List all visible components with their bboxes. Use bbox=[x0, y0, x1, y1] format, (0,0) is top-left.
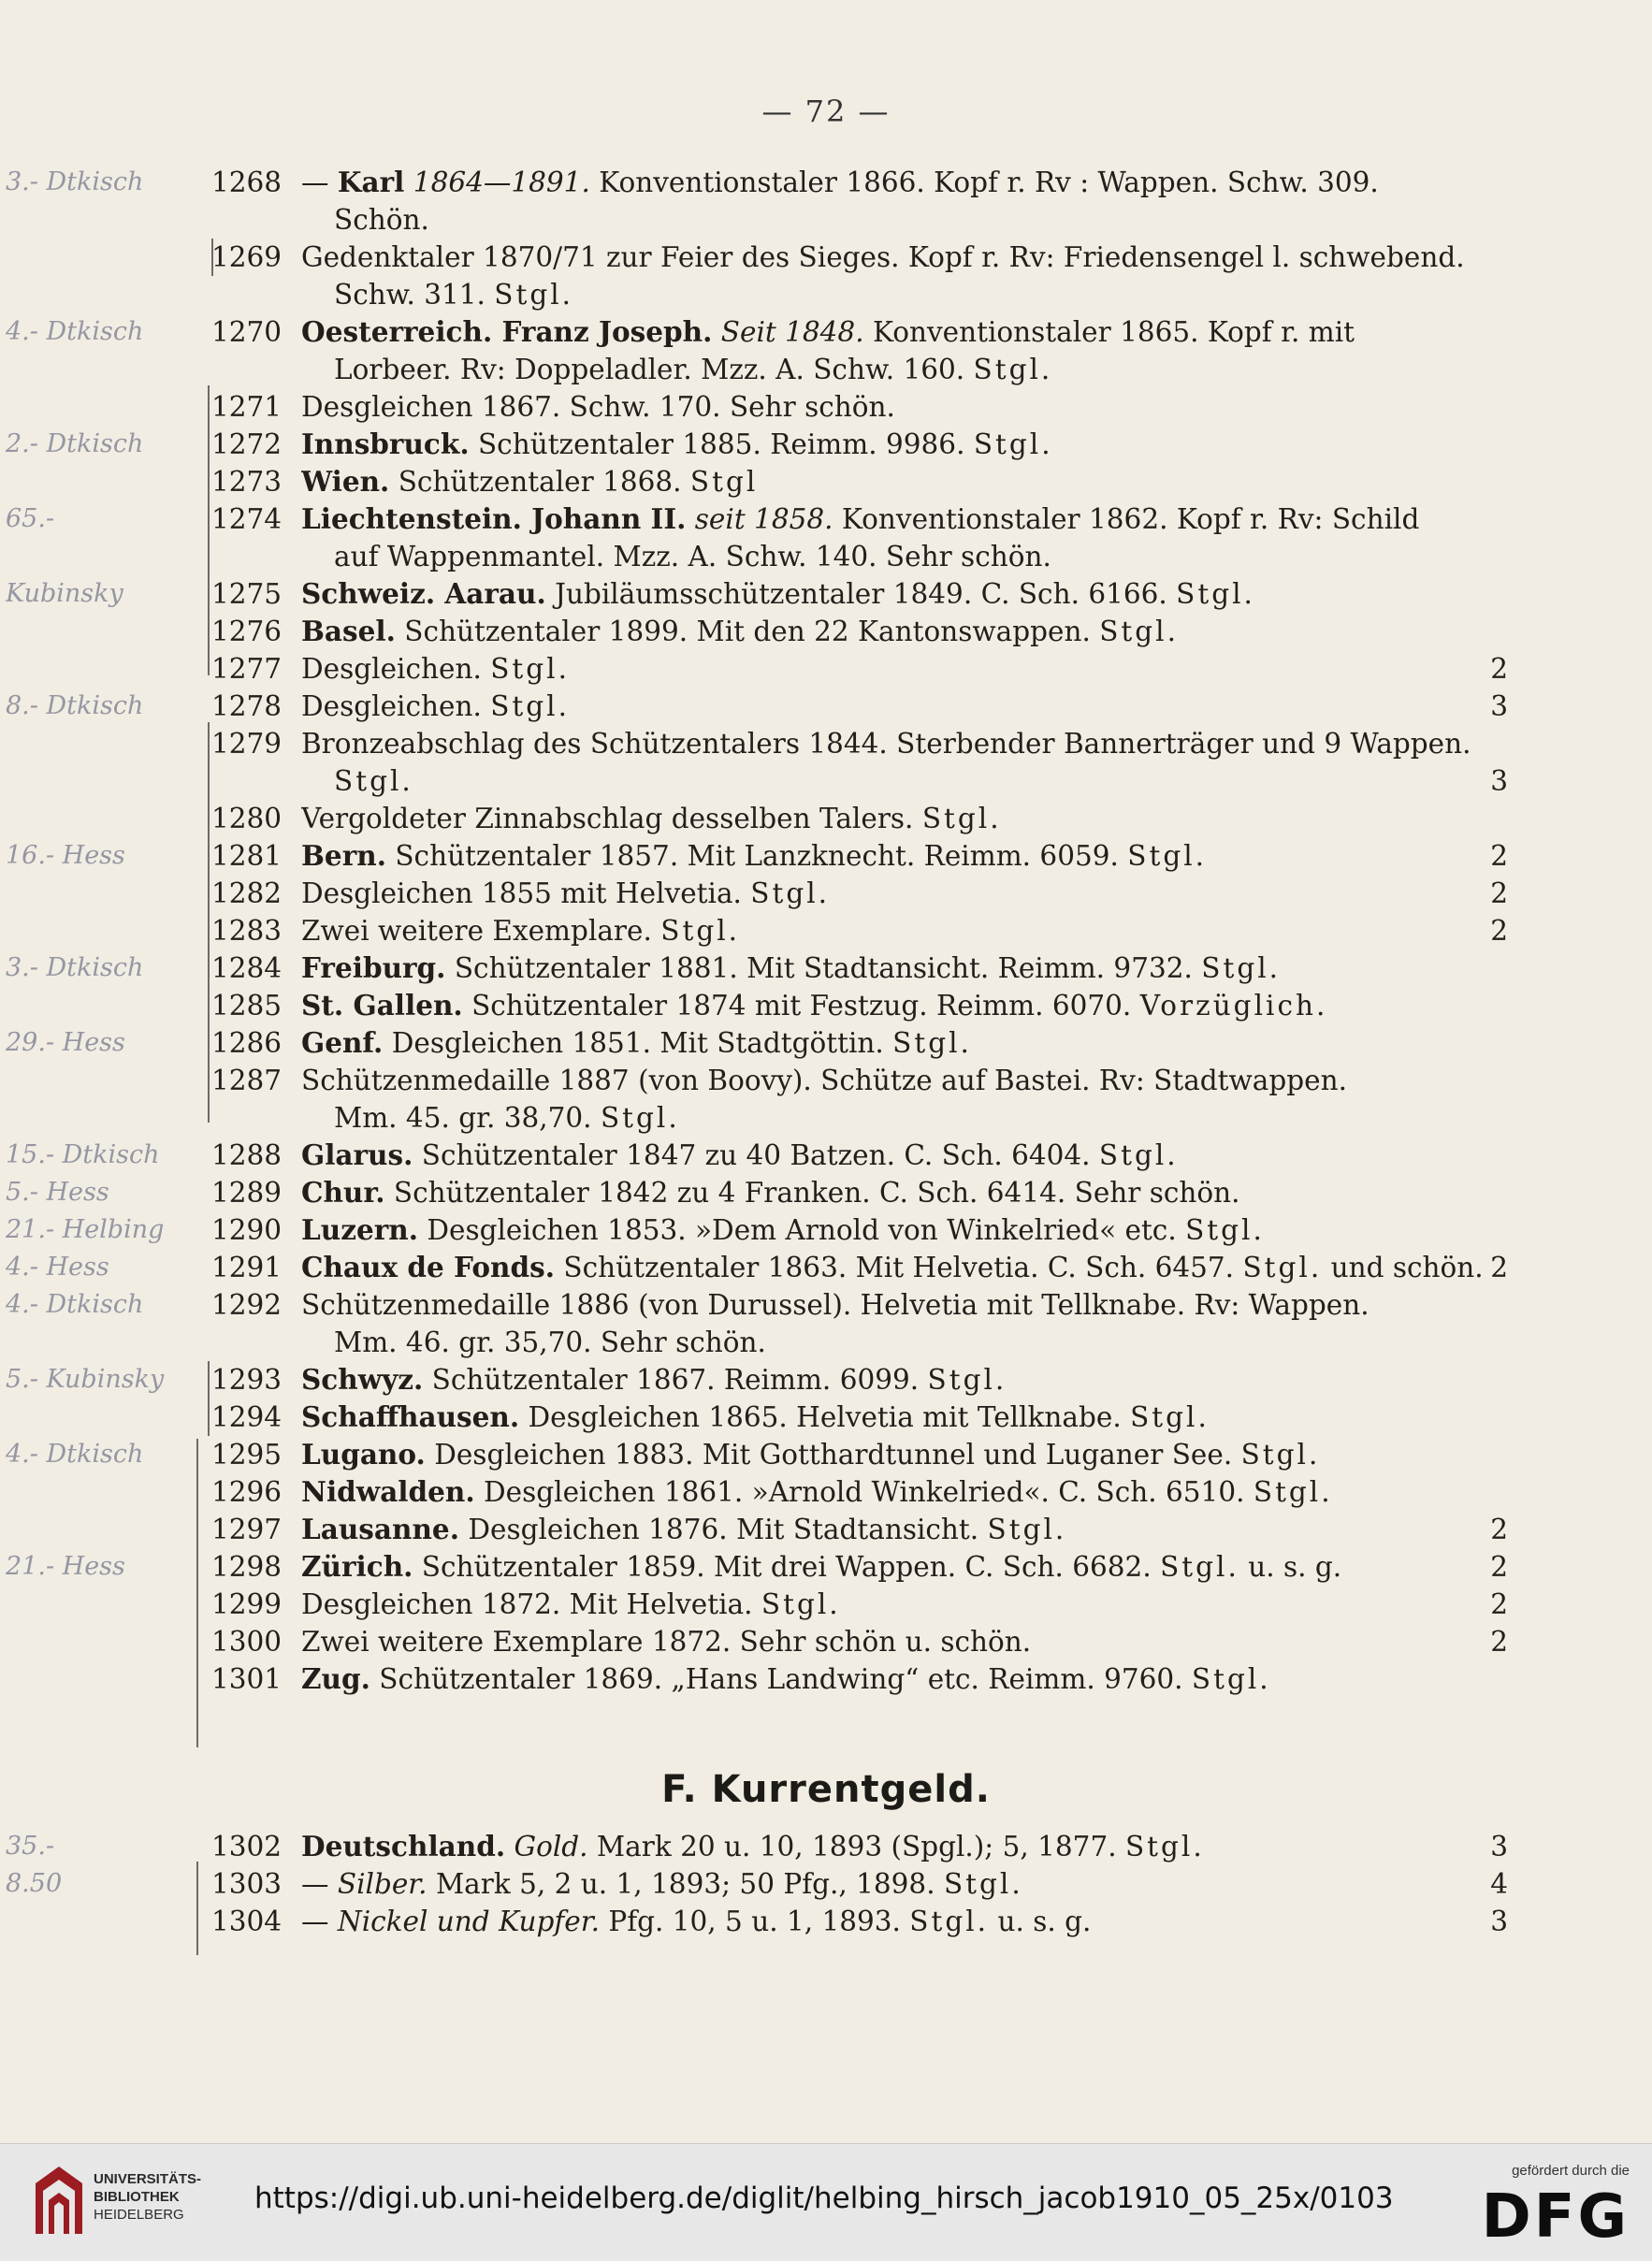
lot-number: 1275 bbox=[211, 578, 283, 610]
lot-number: 1303 bbox=[211, 1868, 283, 1900]
lot-description bbox=[301, 1548, 1341, 1586]
handwritten-annotation: 3.- Dtkisch bbox=[6, 167, 144, 196]
lot-grade: Stgl. bbox=[1124, 1831, 1205, 1862]
lot-description bbox=[301, 1660, 1271, 1698]
lot-description bbox=[301, 1623, 1031, 1660]
lot-number: 1300 bbox=[211, 1626, 283, 1658]
handwritten-annotation: 4.- Dtkisch bbox=[6, 1440, 144, 1469]
lot-text: Schützentaler 1847 zu 40 Batzen. C. Sch. 6404. bbox=[413, 1139, 1099, 1171]
funding-label: gefördert durch die bbox=[1512, 2163, 1630, 2179]
lot-text: Schützentaler 1857. Mit Lanzknecht. Reimm. 6059. bbox=[385, 840, 1128, 872]
lot-text: Desgleichen 1861. »Arnold Winkelried«. C. Sch. 6510. bbox=[474, 1476, 1253, 1508]
lot-grade: Stgl. bbox=[1240, 1439, 1321, 1471]
lot-number: 1285 bbox=[211, 990, 283, 1022]
lot-text: Gedenktaler 1870/71 zur Feier des Sieges. Kopf r. Rv: Friedensengel l. schwebend. bbox=[301, 241, 1465, 273]
library-name-line: UNIVERSITÄTS- bbox=[94, 2171, 202, 2187]
lot-text: Schützentaler 1859. Mit drei Wappen. C. Sch. 6682. bbox=[413, 1551, 1161, 1583]
lot-text: Schützentaler 1874 mit Festzug. Reimm. 6070. bbox=[462, 990, 1140, 1022]
lot-text: — bbox=[301, 167, 338, 198]
lot-text: Vergoldeter Zinnabschlag desselben Talers. bbox=[301, 803, 922, 834]
lot-text: Mm. 46. gr. 35,70. Sehr schön. bbox=[334, 1326, 766, 1358]
catalog-entry bbox=[0, 1249, 1652, 1286]
lot-number: 1273 bbox=[211, 466, 283, 498]
lot-text bbox=[686, 503, 694, 535]
lot-grade: Stgl. bbox=[1098, 1139, 1179, 1171]
library-name-line: BIBLIOTHEK bbox=[94, 2189, 180, 2205]
lot-text: Jubiläumsschützentaler 1849. C. Sch. 6166. bbox=[545, 578, 1177, 610]
lot-number: 1296 bbox=[211, 1476, 283, 1508]
lot-text: Schützentaler 1868. bbox=[389, 466, 690, 498]
lot-text: Desgleichen 1876. Mit Stadtansicht. bbox=[458, 1514, 988, 1545]
lot-quantity: 3 bbox=[1490, 1831, 1508, 1862]
handwritten-annotation: 35.- bbox=[6, 1832, 55, 1861]
catalog-entry bbox=[0, 1660, 1652, 1698]
catalog-entry-continuation bbox=[0, 351, 1652, 388]
catalog-entry bbox=[0, 1361, 1652, 1399]
lot-number: 1277 bbox=[211, 653, 283, 685]
lot-text: u. s. g. bbox=[989, 1906, 1092, 1937]
lot-grade: Stgl. bbox=[927, 1364, 1007, 1396]
lot-number: 1280 bbox=[211, 803, 283, 834]
lot-number: 1289 bbox=[211, 1177, 283, 1209]
lot-text: Schützentaler 1881. Mit Stadtansicht. Reimm. 9732. bbox=[445, 952, 1202, 984]
catalog-entry bbox=[0, 388, 1652, 426]
handwritten-annotation: 4.- Hess bbox=[6, 1253, 109, 1282]
handwritten-annotation: 65.- bbox=[6, 504, 55, 533]
lot-title: Chaux de Fonds. bbox=[301, 1251, 555, 1283]
lot-number: 1291 bbox=[211, 1252, 283, 1283]
lot-text: Mark 5, 2 u. 1, 1893; 50 Pfg., 1898. bbox=[427, 1868, 944, 1900]
lot-text: Zwei weitere Exemplare. bbox=[301, 915, 661, 947]
lot-title: Basel. bbox=[301, 615, 396, 647]
lot-number: 1276 bbox=[211, 616, 283, 647]
lot-text: Bronzeabschlag des Schützentalers 1844. Sterbender Bannerträger und 9 Wappen. bbox=[301, 728, 1471, 760]
catalog-entry bbox=[0, 987, 1652, 1024]
lot-number: 1290 bbox=[211, 1214, 283, 1246]
catalog-entry bbox=[0, 239, 1652, 276]
lot-number: 1278 bbox=[211, 690, 283, 722]
catalog-entry bbox=[0, 912, 1652, 949]
lot-description bbox=[301, 725, 1471, 762]
lot-quantity: 2 bbox=[1490, 1551, 1508, 1583]
lot-text: Schön. bbox=[334, 204, 429, 236]
lot-description bbox=[301, 1361, 1007, 1399]
lot-text: Lorbeer. Rv: Doppeladler. Mzz. A. Schw. 160. bbox=[334, 354, 974, 385]
lot-description bbox=[301, 1137, 1179, 1174]
lot-text: Desgleichen 1867. Schw. 170. Sehr schön. bbox=[301, 391, 895, 423]
catalog-entry-continuation bbox=[0, 1099, 1652, 1137]
lot-description bbox=[301, 1024, 972, 1062]
lot-description bbox=[301, 1828, 1205, 1865]
lot-grade: Vorzüglich. bbox=[1139, 990, 1328, 1022]
lot-period: seit 1858. bbox=[694, 503, 833, 535]
lot-text: Mark 20 u. 10, 1893 (Spgl.); 5, 1877. bbox=[587, 1831, 1125, 1862]
lot-description bbox=[301, 1399, 1210, 1436]
lot-description bbox=[301, 650, 570, 688]
lot-quantity: 2 bbox=[1490, 877, 1508, 909]
lot-grade: Stgl. bbox=[1191, 1663, 1271, 1695]
lot-title: Schweiz. Aarau. bbox=[301, 577, 546, 610]
lot-description bbox=[334, 762, 413, 800]
lot-description bbox=[334, 201, 429, 239]
lot-description bbox=[334, 351, 1052, 388]
lot-description bbox=[301, 1473, 1333, 1511]
handwritten-annotation: 5.- Hess bbox=[6, 1178, 109, 1207]
lot-description bbox=[301, 1211, 1265, 1249]
lot-description bbox=[301, 164, 1379, 201]
lot-text: Konventionstaler 1862. Kopf r. Rv: Schild bbox=[833, 503, 1420, 535]
lot-number: 1269 bbox=[211, 241, 283, 273]
lot-title: Freiburg. bbox=[301, 951, 446, 984]
library-name[interactable] bbox=[94, 2170, 201, 2224]
lot-title: Bern. bbox=[301, 839, 386, 872]
lot-text: u. s. g. bbox=[1239, 1551, 1342, 1583]
lot-title: Nidwalden. bbox=[301, 1475, 475, 1508]
catalog-entry bbox=[0, 800, 1652, 837]
lot-period: Nickel und Kupfer. bbox=[337, 1906, 600, 1937]
lot-description bbox=[301, 613, 1179, 650]
lot-text: Pfg. 10, 5 u. 1, 1893. bbox=[599, 1906, 910, 1937]
handwritten-annotation: 8.50 bbox=[6, 1869, 63, 1898]
lot-grade: Stgl. bbox=[750, 877, 831, 909]
lot-title: Liechtenstein. Johann II. bbox=[301, 502, 687, 535]
viewer-footer bbox=[0, 2143, 1652, 2261]
lot-grade: Stgl. bbox=[660, 915, 741, 947]
lot-number: 1274 bbox=[211, 503, 283, 535]
handwritten-annotation: 16.- Hess bbox=[6, 841, 125, 870]
lot-description bbox=[301, 949, 1281, 987]
lot-number: 1294 bbox=[211, 1401, 283, 1433]
handwritten-annotation: 4.- Dtkisch bbox=[6, 317, 144, 346]
lot-text bbox=[404, 167, 413, 198]
lot-number: 1287 bbox=[211, 1065, 283, 1096]
lot-title: Wien. bbox=[301, 465, 390, 498]
lot-quantity: 2 bbox=[1490, 915, 1508, 947]
catalog-entry bbox=[0, 725, 1652, 762]
catalog-entry-continuation bbox=[0, 538, 1652, 575]
handwritten-annotation: 15.- Dtkisch bbox=[6, 1140, 160, 1169]
lot-title: Lugano. bbox=[301, 1438, 426, 1471]
lot-quantity: 3 bbox=[1490, 1906, 1508, 1937]
page-number: — 72 — bbox=[761, 94, 891, 129]
lot-description bbox=[301, 1286, 1369, 1324]
lot-quantity: 2 bbox=[1490, 840, 1508, 872]
lot-grade: Stgl. bbox=[1160, 1551, 1239, 1583]
lot-description bbox=[301, 575, 1255, 613]
lot-number: 1268 bbox=[211, 167, 283, 198]
lot-description bbox=[301, 1903, 1091, 1940]
catalog-entry bbox=[0, 463, 1652, 500]
lot-text: Schw. 311. bbox=[334, 279, 495, 311]
lot-quantity: 4 bbox=[1490, 1868, 1508, 1900]
lot-text: Zwei weitere Exemplare 1872. Sehr schön u. schön. bbox=[301, 1626, 1032, 1658]
lot-grade: Stgl. bbox=[1130, 1401, 1210, 1433]
lot-title: Luzern. bbox=[301, 1213, 418, 1246]
handwritten-annotation: 3.- Dtkisch bbox=[6, 953, 144, 982]
lot-description bbox=[301, 875, 830, 912]
lot-description bbox=[301, 1511, 1066, 1548]
lot-text: auf Wappenmantel. Mzz. A. Schw. 140. Sehr schön. bbox=[334, 541, 1051, 572]
catalog-entry-continuation bbox=[0, 762, 1652, 800]
catalog-entry bbox=[0, 1211, 1652, 1249]
lot-text: — bbox=[301, 1868, 338, 1900]
lot-text: — bbox=[301, 1906, 338, 1937]
catalog-entry bbox=[0, 875, 1652, 912]
catalog-entry bbox=[0, 1586, 1652, 1623]
lot-text: Schützentaler 1867. Reimm. 6099. bbox=[423, 1364, 928, 1396]
lot-description bbox=[301, 1436, 1320, 1473]
lot-number: 1304 bbox=[211, 1906, 283, 1937]
lot-number: 1297 bbox=[211, 1514, 283, 1545]
lot-number: 1271 bbox=[211, 391, 283, 423]
lot-description bbox=[301, 800, 1002, 837]
lot-description bbox=[301, 1062, 1347, 1099]
lot-grade: Stgl. bbox=[973, 428, 1053, 460]
lot-description bbox=[301, 388, 895, 426]
lot-grade: Stgl. bbox=[761, 1588, 841, 1620]
catalog-entry bbox=[0, 688, 1652, 725]
catalog-entry bbox=[0, 1511, 1652, 1548]
lot-grade: Stgl. bbox=[892, 1027, 972, 1059]
lot-text bbox=[712, 316, 720, 348]
catalog-entry-continuation bbox=[0, 201, 1652, 239]
lot-text: Desgleichen 1865. Helvetia mit Tellknabe. bbox=[519, 1401, 1131, 1433]
lot-description bbox=[301, 1174, 1240, 1211]
catalog-entry bbox=[0, 650, 1652, 688]
lot-text: Desgleichen 1851. Mit Stadtgöttin. bbox=[383, 1027, 893, 1059]
lot-description bbox=[301, 987, 1327, 1024]
lot-title: Deutschland. bbox=[301, 1830, 506, 1862]
lot-number: 1295 bbox=[211, 1439, 283, 1471]
lot-description bbox=[301, 1586, 841, 1623]
lot-title: Innsbruck. bbox=[301, 428, 470, 460]
lot-grade: Stgl bbox=[689, 466, 759, 498]
lot-title: Chur. bbox=[301, 1176, 385, 1209]
catalog-entry bbox=[0, 837, 1652, 875]
catalog-entry bbox=[0, 1548, 1652, 1586]
lot-title: Lausanne. bbox=[301, 1513, 459, 1545]
handwritten-annotation: 21.- Helbing bbox=[6, 1215, 165, 1244]
lot-text: Schützenmedaille 1887 (von Boovy). Schütze auf Bastei. Rv: Stadtwappen. bbox=[301, 1065, 1347, 1096]
catalog-entry-continuation bbox=[0, 1324, 1652, 1361]
catalog-entry bbox=[0, 1828, 1652, 1865]
lot-number: 1298 bbox=[211, 1551, 283, 1583]
lot-description bbox=[334, 538, 1051, 575]
catalog-entry bbox=[0, 1399, 1652, 1436]
catalog-entry bbox=[0, 1024, 1652, 1062]
lot-grade: Stgl. bbox=[1176, 578, 1255, 610]
lot-text: Konventionstaler 1866. Kopf r. Rv : Wappen. Schw. 309. bbox=[589, 167, 1379, 198]
lot-title: Zürich. bbox=[301, 1550, 413, 1583]
lot-text: Konventionstaler 1865. Kopf r. mit bbox=[863, 316, 1355, 348]
section-heading: F. Kurrentgeld. bbox=[661, 1768, 991, 1811]
lot-description bbox=[301, 1865, 1023, 1903]
lot-text: Desgleichen 1883. Mit Gotthardtunnel und Luganer See. bbox=[425, 1439, 1241, 1471]
lot-number: 1279 bbox=[211, 728, 283, 760]
lot-period: 1864—1891. bbox=[413, 167, 590, 198]
lot-grade: Stgl. bbox=[987, 1514, 1067, 1545]
university-library-logo-icon[interactable] bbox=[30, 2163, 88, 2238]
lot-text: Desgleichen. bbox=[301, 690, 491, 722]
lot-number: 1301 bbox=[211, 1663, 283, 1695]
lot-description bbox=[334, 1099, 680, 1137]
handwritten-annotation: 8.- Dtkisch bbox=[6, 691, 144, 720]
catalog-entry bbox=[0, 1623, 1652, 1660]
lot-text: Desgleichen. bbox=[301, 653, 491, 685]
lot-number: 1284 bbox=[211, 952, 283, 984]
lot-quantity: 2 bbox=[1490, 1252, 1508, 1283]
catalog-entry-continuation bbox=[0, 276, 1652, 313]
lot-title: Glarus. bbox=[301, 1138, 413, 1171]
lot-grade: Stgl. bbox=[943, 1868, 1023, 1900]
lot-quantity: 3 bbox=[1490, 690, 1508, 722]
lot-title: Genf. bbox=[301, 1026, 384, 1059]
lot-period: Silber. bbox=[337, 1868, 427, 1900]
lot-number: 1286 bbox=[211, 1027, 283, 1059]
lot-quantity: 3 bbox=[1490, 765, 1508, 797]
lot-quantity: 2 bbox=[1490, 1514, 1508, 1545]
lot-grade: Stgl. bbox=[334, 765, 413, 797]
lot-description bbox=[301, 1249, 1484, 1286]
lot-period: Gold. bbox=[514, 1831, 588, 1862]
catalog-entry bbox=[0, 1473, 1652, 1511]
lot-grade: Stgl. bbox=[1201, 952, 1282, 984]
lot-title: Karl bbox=[337, 166, 405, 198]
lot-description bbox=[334, 276, 573, 313]
lot-description bbox=[301, 426, 1053, 463]
catalog-entry bbox=[0, 575, 1652, 613]
handwritten-annotation: 21.- Hess bbox=[6, 1552, 125, 1581]
catalog-entry bbox=[0, 1286, 1652, 1324]
lot-number: 1292 bbox=[211, 1289, 283, 1321]
lot-text bbox=[505, 1831, 514, 1862]
lot-title: Schaffhausen. bbox=[301, 1400, 520, 1433]
lot-number: 1299 bbox=[211, 1588, 283, 1620]
lot-description bbox=[301, 313, 1355, 351]
lot-quantity: 2 bbox=[1490, 1626, 1508, 1658]
lot-description bbox=[301, 500, 1419, 538]
lot-title: Zug. bbox=[301, 1662, 370, 1695]
catalog-entry bbox=[0, 949, 1652, 987]
lot-grade: Stgl. bbox=[1099, 616, 1179, 647]
lot-grade: Stgl. bbox=[1253, 1476, 1333, 1508]
lot-description bbox=[301, 912, 740, 949]
lot-number: 1282 bbox=[211, 877, 283, 909]
catalog-entry bbox=[0, 164, 1652, 201]
lot-number: 1288 bbox=[211, 1139, 283, 1171]
catalog-entry bbox=[0, 313, 1652, 351]
lot-quantity: 2 bbox=[1490, 1588, 1508, 1620]
catalog-entry bbox=[0, 613, 1652, 650]
lot-title: St. Gallen. bbox=[301, 989, 463, 1022]
lot-title: Oesterreich. Franz Joseph. bbox=[301, 315, 713, 348]
catalog-entry bbox=[0, 426, 1652, 463]
lot-text: Desgleichen 1853. »Dem Arnold von Winkelried« etc. bbox=[417, 1214, 1186, 1246]
catalog-entry bbox=[0, 500, 1652, 538]
lot-description bbox=[301, 239, 1465, 276]
lot-description bbox=[301, 688, 570, 725]
catalog-entry bbox=[0, 1137, 1652, 1174]
lot-text: Schützentaler 1863. Mit Helvetia. C. Sch. 6457. bbox=[554, 1252, 1243, 1283]
lot-description bbox=[301, 463, 758, 500]
lot-grade: Stgl. bbox=[921, 803, 1002, 834]
lot-description bbox=[301, 837, 1207, 875]
lot-grade: Stgl. bbox=[909, 1906, 990, 1937]
lot-text: Schützentaler 1885. Reimm. 9986. bbox=[469, 428, 974, 460]
lot-grade: Stgl. bbox=[1242, 1252, 1323, 1283]
lot-text: Desgleichen 1872. Mit Helvetia. bbox=[301, 1588, 761, 1620]
lot-number: 1272 bbox=[211, 428, 283, 460]
handwritten-annotation: 29.- Hess bbox=[6, 1028, 125, 1057]
lot-number: 1293 bbox=[211, 1364, 283, 1396]
lot-text: Mm. 45. gr. 38,70. bbox=[334, 1102, 601, 1134]
catalog-entry bbox=[0, 1903, 1652, 1940]
lot-text: Schützentaler 1842 zu 4 Franken. C. Sch. 6414. Sehr schön. bbox=[384, 1177, 1240, 1209]
handwritten-annotation: 4.- Dtkisch bbox=[6, 1290, 144, 1319]
lot-title: Schwyz. bbox=[301, 1363, 424, 1396]
lot-number: 1270 bbox=[211, 316, 283, 348]
handwritten-annotation: Kubinsky bbox=[6, 579, 123, 608]
lot-text: Schützentaler 1869. „Hans Landwing“ etc. Reimm. 9760. bbox=[370, 1663, 1192, 1695]
lot-text: und schön. bbox=[1322, 1252, 1484, 1283]
lot-grade: Stgl. bbox=[490, 690, 570, 722]
lot-number: 1283 bbox=[211, 915, 283, 947]
handwritten-annotation: 5.- Kubinsky bbox=[6, 1365, 165, 1394]
lot-number: 1281 bbox=[211, 840, 283, 872]
lot-text: Desgleichen 1855 mit Helvetia. bbox=[301, 877, 751, 909]
catalog-entry bbox=[0, 1174, 1652, 1211]
lot-grade: Stgl. bbox=[494, 279, 574, 311]
catalog-entry bbox=[0, 1436, 1652, 1473]
handwritten-annotation: 2.- Dtkisch bbox=[6, 429, 144, 458]
page-url-link[interactable]: https://digi.ub.uni-heidelberg.de/diglit/helbing_hirsch_jacob1910_05_25x/0103 bbox=[254, 2181, 1394, 2215]
lot-grade: Stgl. bbox=[490, 653, 570, 685]
lot-period: Seit 1848. bbox=[720, 316, 864, 348]
dfg-logo[interactable]: DFG bbox=[1481, 2182, 1630, 2252]
lot-quantity: 2 bbox=[1490, 653, 1508, 685]
lot-number: 1302 bbox=[211, 1831, 283, 1862]
lot-text: Schützentaler 1899. Mit den 22 Kantonswappen. bbox=[395, 616, 1100, 647]
catalog-entry bbox=[0, 1865, 1652, 1903]
lot-grade: Stgl. bbox=[600, 1102, 680, 1134]
catalog-entry bbox=[0, 1062, 1652, 1099]
library-name-line: HEIDELBERG bbox=[94, 2207, 184, 2223]
lot-grade: Stgl. bbox=[1185, 1214, 1265, 1246]
lot-text: Schützenmedaille 1886 (von Durussel). Helvetia mit Tellknabe. Rv: Wappen. bbox=[301, 1289, 1369, 1321]
lot-description bbox=[334, 1324, 766, 1361]
lot-grade: Stgl. bbox=[973, 354, 1053, 385]
lot-grade: Stgl. bbox=[1127, 840, 1208, 872]
